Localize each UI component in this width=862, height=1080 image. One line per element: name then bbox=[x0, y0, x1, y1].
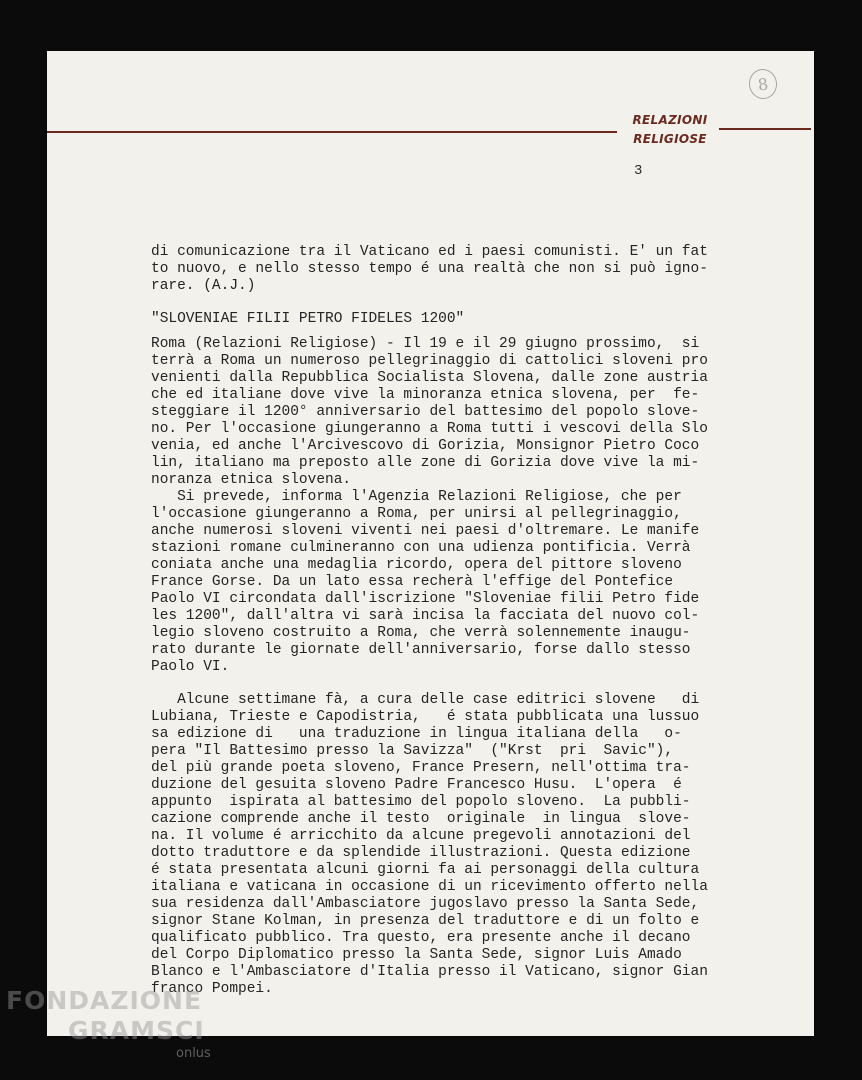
text-line: rare. (A.J.) bbox=[151, 278, 256, 294]
text-line: sa edizione di una traduzione in lingua italiana della o- bbox=[151, 726, 682, 742]
page-number: 3 bbox=[634, 163, 643, 179]
text-line: Si prevede, informa l'Agenzia Relazioni Religiose, che per bbox=[151, 489, 682, 505]
text-line: é stata presentata alcuni giorni fa ai personaggi della cultura bbox=[151, 862, 700, 878]
text-line: Roma (Relazioni Religiose) - Il 19 e il 29 giugno prossimo, si bbox=[151, 336, 700, 352]
paragraph-3 bbox=[151, 692, 731, 998]
text-line: venienti dalla Repubblica Socialista Slovena, dalle zone austria bbox=[151, 370, 708, 386]
watermark-line1: FONDAZIONE bbox=[6, 986, 203, 1015]
document-body bbox=[151, 244, 731, 998]
text-line: no. Per l'occasione giungeranno a Roma tutti i vescovi della Slo bbox=[151, 421, 708, 437]
text-line: italiana e vaticana in occasione di un ricevimento offerto nella bbox=[151, 879, 708, 895]
text-line: Paolo VI. bbox=[151, 659, 230, 675]
text-line: che ed italiane dove vive la minoranza etnica slovena, per fe- bbox=[151, 387, 700, 403]
text-line: steggiare il 1200° anniversario del battesimo del popolo slove- bbox=[151, 404, 700, 420]
paragraph-2 bbox=[151, 489, 731, 676]
text-line: appunto ispirata al battesimo del popolo sloveno. La pubbli- bbox=[151, 794, 691, 810]
text-line: les 1200", dall'altra vi sarà incisa la facciata del nuovo col- bbox=[151, 608, 700, 624]
text-line: France Gorse. Da un lato essa recherà l'effige del Pontefice bbox=[151, 574, 674, 590]
intro-paragraph bbox=[151, 244, 731, 295]
text-line: venia, ed anche l'Arcivescovo di Gorizia, Monsignor Pietro Coco bbox=[151, 438, 700, 454]
header-rule-left bbox=[47, 131, 617, 133]
paragraph-1 bbox=[151, 336, 731, 489]
text-line: lin, italiano ma preposto alle zone di Gorizia dove vive la mi- bbox=[151, 455, 700, 471]
text-line: l'occasione giungeranno a Roma, per unirsi al pellegrinaggio, bbox=[151, 506, 682, 522]
text-line: to nuovo, e nello stesso tempo é una realtà che non si può igno- bbox=[151, 261, 708, 277]
text-line: legio sloveno costruito a Roma, che verrà solennemente inaugu- bbox=[151, 625, 691, 641]
text-line: stazioni romane culmineranno con una udienza pontificia. Verrà bbox=[151, 540, 691, 556]
text-line: signor Stane Kolman, in presenza del traduttore e di un folto e bbox=[151, 913, 700, 929]
archive-number-mark: 8 bbox=[747, 67, 779, 101]
text-line: sua residenza dall'Ambasciatore jugoslavo presso la Santa Sede, bbox=[151, 896, 700, 912]
text-line: cazione comprende anche il testo originale in lingua slove- bbox=[151, 811, 691, 827]
document-page bbox=[47, 51, 814, 1036]
article-heading: "SLOVENIAE FILII PETRO FIDELES 1200" bbox=[151, 311, 465, 327]
text-line: rato durante le giornate dell'anniversario, forse dallo stesso bbox=[151, 642, 691, 658]
watermark-subtitle: onlus bbox=[176, 1046, 211, 1061]
text-line: noranza etnica slovena. bbox=[151, 472, 352, 488]
text-line: pera "Il Battesimo presso la Savizza" ("Krst pri Savic"), bbox=[151, 743, 674, 759]
text-line: franco Pompei. bbox=[151, 981, 273, 997]
text-line: del più grande poeta sloveno, France Presern, nell'ottima tra- bbox=[151, 760, 691, 776]
text-line: coniata anche una medaglia ricordo, opera del pittore sloveno bbox=[151, 557, 682, 573]
text-line: anche numerosi sloveni viventi nei paesi d'oltremare. Le manife bbox=[151, 523, 700, 539]
archive-watermark bbox=[6, 986, 205, 1046]
publication-label-line1: RELAZIONI bbox=[632, 113, 708, 127]
text-line: qualificato pubblico. Tra questo, era presente anche il decano bbox=[151, 930, 691, 946]
publication-label bbox=[629, 111, 711, 149]
text-line: dotto traduttore e da splendide illustrazioni. Questa edizione bbox=[151, 845, 691, 861]
text-line: Blanco e l'Ambasciatore d'Italia presso il Vaticano, signor Gian bbox=[151, 964, 708, 980]
watermark-line2: GRAMSCI bbox=[68, 1016, 205, 1045]
text-line: Lubiana, Trieste e Capodistria, é stata pubblicata una lussuo bbox=[151, 709, 700, 725]
text-line: di comunicazione tra il Vaticano ed i paesi comunisti. E' un fat bbox=[151, 244, 708, 260]
text-line: na. Il volume é arricchito da alcune pregevoli annotazioni del bbox=[151, 828, 691, 844]
header-rule-right bbox=[719, 128, 811, 130]
text-line: Alcune settimane fà, a cura delle case editrici slovene di bbox=[151, 692, 700, 708]
publication-label-line2: RELIGIOSE bbox=[633, 132, 707, 146]
text-line: Paolo VI circondata dall'iscrizione "Sloveniae filii Petro fide bbox=[151, 591, 700, 607]
text-line: duzione del gesuita sloveno Padre Francesco Husu. L'opera é bbox=[151, 777, 682, 793]
text-line: del Corpo Diplomatico presso la Santa Sede, signor Luis Amado bbox=[151, 947, 682, 963]
text-line: terrà a Roma un numeroso pellegrinaggio di cattolici sloveni pro bbox=[151, 353, 708, 369]
